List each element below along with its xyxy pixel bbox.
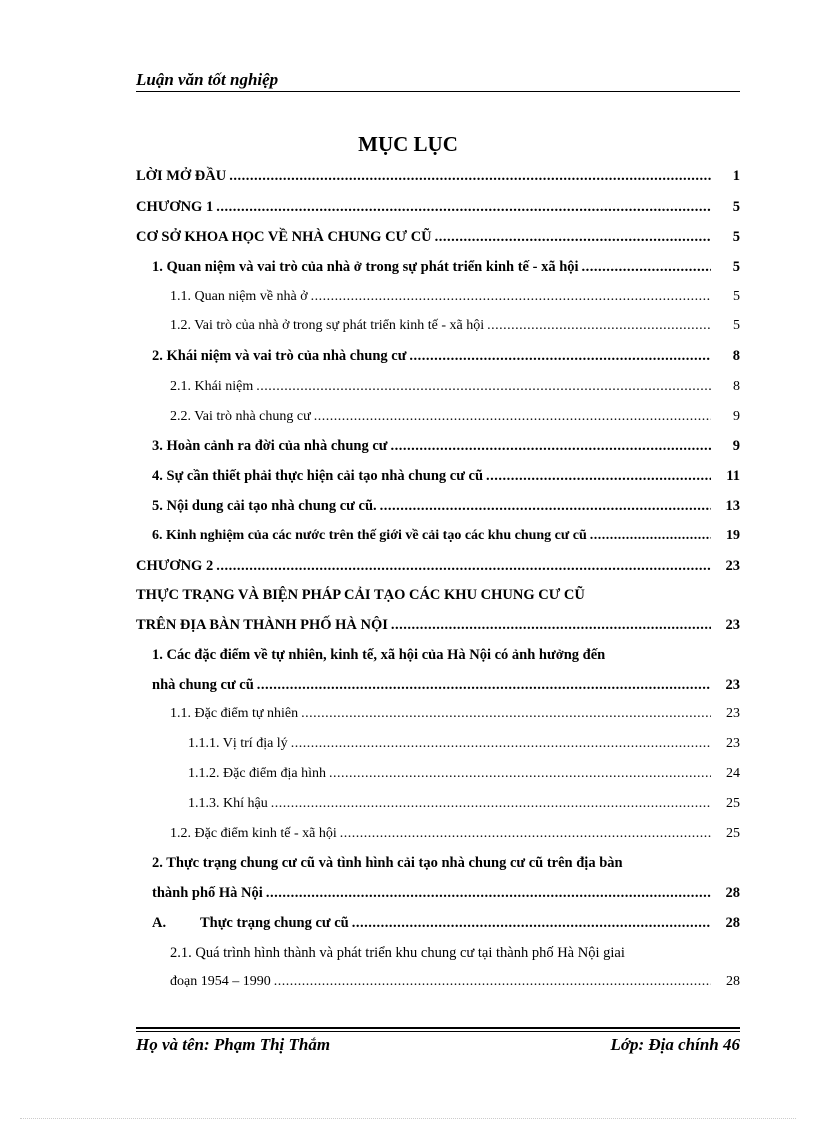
- toc-entry-page: 8: [733, 379, 740, 394]
- toc-leader: [487, 318, 711, 334]
- toc-leader: [257, 677, 711, 694]
- toc-entry-page: 5: [732, 259, 740, 275]
- toc-entry-title: 1.1. Quan niệm về nhà ở: [170, 289, 308, 304]
- toc-entry-title[interactable]: 2.1. Quá trình hình thành và phát triển khu chung cư tại thành phố Hà Nội giai: [170, 945, 625, 961]
- toc-entry-title: nhà chung cư cũ: [152, 677, 254, 693]
- toc-entry[interactable]: [136, 617, 740, 634]
- footer-class: Lớp: Địa chính 46: [610, 1035, 740, 1054]
- toc-entry-page: 25: [726, 826, 740, 841]
- toc-entry-title: 2.1. Khái niệm: [170, 379, 254, 394]
- toc-entry-title: 2.2. Vai trò nhà chung cư: [170, 409, 311, 424]
- footer-rule: [136, 1031, 740, 1032]
- toc-entry[interactable]: [136, 558, 740, 575]
- toc-entry[interactable]: [188, 736, 740, 752]
- toc-entry-title: CHƯƠNG 2: [136, 558, 214, 574]
- toc-entry-title: 1.1.2. Đặc điểm địa hình: [188, 766, 327, 781]
- toc-leader: [229, 168, 711, 185]
- footer-student-name: Họ và tên: Phạm Thị Thắm: [136, 1035, 331, 1054]
- toc-leader: [314, 409, 711, 425]
- toc-entry-title[interactable]: 1. Các đặc điểm về tự nhiên, kinh tế, xã hội của Hà Nội có ảnh hưởng đến: [152, 647, 606, 663]
- toc-entry-page: 23: [725, 617, 740, 633]
- toc-entry[interactable]: [152, 468, 740, 485]
- toc-entry-page: 13: [725, 498, 740, 514]
- toc-leader: [435, 229, 711, 246]
- toc-entry[interactable]: [152, 528, 740, 544]
- toc-leader: [352, 915, 711, 932]
- toc-entry-title: CHƯƠNG 1: [136, 199, 214, 215]
- toc-entry[interactable]: [152, 677, 740, 694]
- toc-entry[interactable]: [152, 498, 740, 515]
- toc-entry-page: 23: [726, 736, 740, 751]
- toc-entry[interactable]: [188, 766, 740, 782]
- toc-entry-title[interactable]: THỰC TRẠNG VÀ BIỆN PHÁP CẢI TẠO CÁC KHU CHUNG CƯ CŨ: [136, 587, 585, 603]
- toc-leader: [340, 826, 711, 842]
- toc-entry-title: Thực trạng chung cư cũ: [200, 915, 349, 931]
- toc-entry-page: 28: [725, 885, 740, 901]
- toc-leader: [380, 498, 711, 515]
- header-rule: [136, 91, 740, 92]
- toc-entry[interactable]: [170, 379, 740, 395]
- toc-entry-page: 23: [725, 677, 740, 693]
- toc-entry-page: 11: [726, 468, 740, 484]
- toc-entry-title: 4. Sự cần thiết phải thực hiện cải tạo nhà chung cư cũ: [152, 468, 484, 484]
- toc-entry[interactable]: [170, 289, 740, 305]
- toc-entry[interactable]: [200, 915, 740, 932]
- toc-entry-page: 1: [732, 168, 740, 184]
- toc-entry-page: 9: [732, 438, 740, 454]
- toc-entry-title: 1.2. Đặc điểm kinh tế - xã hội: [170, 826, 337, 841]
- toc-entry-page: 9: [733, 409, 740, 424]
- toc-entry-page: 28: [725, 915, 740, 931]
- toc-entry[interactable]: [170, 318, 740, 334]
- toc-entry-title: thành phố Hà Nội: [152, 885, 263, 901]
- toc-leader: [391, 617, 711, 634]
- toc-entry-page: 23: [726, 706, 740, 721]
- toc-entry-title: 3. Hoàn cảnh ra đời của nhà chung cư: [152, 438, 388, 454]
- toc-entry-title: TRÊN ĐỊA BÀN THÀNH PHỐ HÀ NỘI: [136, 617, 388, 633]
- toc-entry[interactable]: [188, 796, 740, 812]
- toc-leader: [409, 348, 711, 365]
- toc-entry-title: 5. Nội dung cải tạo nhà chung cư cũ.: [152, 498, 377, 514]
- toc-entry-page: 8: [732, 348, 740, 364]
- toc-entry-page: 5: [732, 229, 740, 245]
- toc-leader: [291, 736, 711, 752]
- toc-leader: [256, 379, 711, 395]
- toc-entry-label: A.: [152, 915, 167, 931]
- toc-leader: [216, 558, 711, 575]
- toc-entry[interactable]: [170, 409, 740, 425]
- toc-leader: [390, 438, 711, 455]
- toc-entry[interactable]: [152, 259, 740, 276]
- footer-rule: [136, 1027, 740, 1029]
- toc-leader: [329, 766, 711, 782]
- toc-leader: [311, 289, 711, 305]
- toc-entry-title: đoạn 1954 – 1990: [170, 974, 271, 989]
- toc-entry[interactable]: [136, 229, 740, 246]
- toc-leader: [274, 974, 711, 990]
- toc-leader: [582, 259, 711, 276]
- toc-leader: [216, 199, 711, 216]
- toc-entry-page: 23: [725, 558, 740, 574]
- toc-entry-page: 28: [726, 974, 740, 989]
- toc-entry-page: 25: [726, 796, 740, 811]
- toc-entry-title: 1.1. Đặc điểm tự nhiên: [170, 706, 299, 721]
- toc-entry[interactable]: [170, 974, 740, 990]
- toc-leader: [590, 528, 711, 544]
- toc-entry[interactable]: [170, 826, 740, 842]
- toc-entry-title: 1.1.3. Khí hậu: [188, 796, 268, 811]
- toc-entry-title: 2. Khái niệm và vai trò của nhà chung cư: [152, 348, 407, 364]
- toc-entry-title: 6. Kinh nghiệm của các nước trên thế giới về cải tạo các khu chung cư cũ: [152, 528, 587, 543]
- toc-leader: [271, 796, 711, 812]
- toc-entry-page: 19: [726, 528, 740, 543]
- toc-entry[interactable]: [152, 885, 740, 902]
- toc-leader: [266, 885, 711, 902]
- toc-entry-page: 24: [726, 766, 740, 781]
- toc-entry[interactable]: [136, 168, 740, 185]
- toc-leader: [486, 468, 711, 485]
- toc-entry-title: LỜI MỞ ĐẦU: [136, 168, 227, 184]
- toc-entry-page: 5: [732, 199, 740, 215]
- toc-entry-title: 1.1.1. Vị trí địa lý: [188, 736, 288, 751]
- toc-entry-page: 5: [733, 289, 740, 304]
- toc-entry-title: 1. Quan niệm và vai trò của nhà ở trong sự phát triển kinh tế - xã hội: [152, 259, 579, 275]
- toc-entry-title: 1.2. Vai trò của nhà ở trong sự phát triển kinh tế - xã hội: [170, 318, 485, 333]
- running-header: Luận văn tốt nghiệp: [136, 70, 279, 89]
- toc-heading: MỤC LỤC: [358, 132, 458, 156]
- toc-entry-title: CƠ SỞ KHOA HỌC VỀ NHÀ CHUNG CƯ CŨ: [136, 229, 432, 245]
- toc-entry[interactable]: [152, 438, 740, 455]
- page-edge: [20, 1118, 796, 1119]
- toc-entry[interactable]: [136, 199, 740, 216]
- toc-entry-page: 5: [733, 318, 740, 333]
- toc-entry-title[interactable]: 2. Thực trạng chung cư cũ và tình hình cải tạo nhà chung cư cũ trên địa bàn: [152, 855, 623, 871]
- toc-leader: [301, 706, 711, 722]
- toc-entry[interactable]: [170, 706, 740, 722]
- toc-entry[interactable]: [152, 348, 740, 365]
